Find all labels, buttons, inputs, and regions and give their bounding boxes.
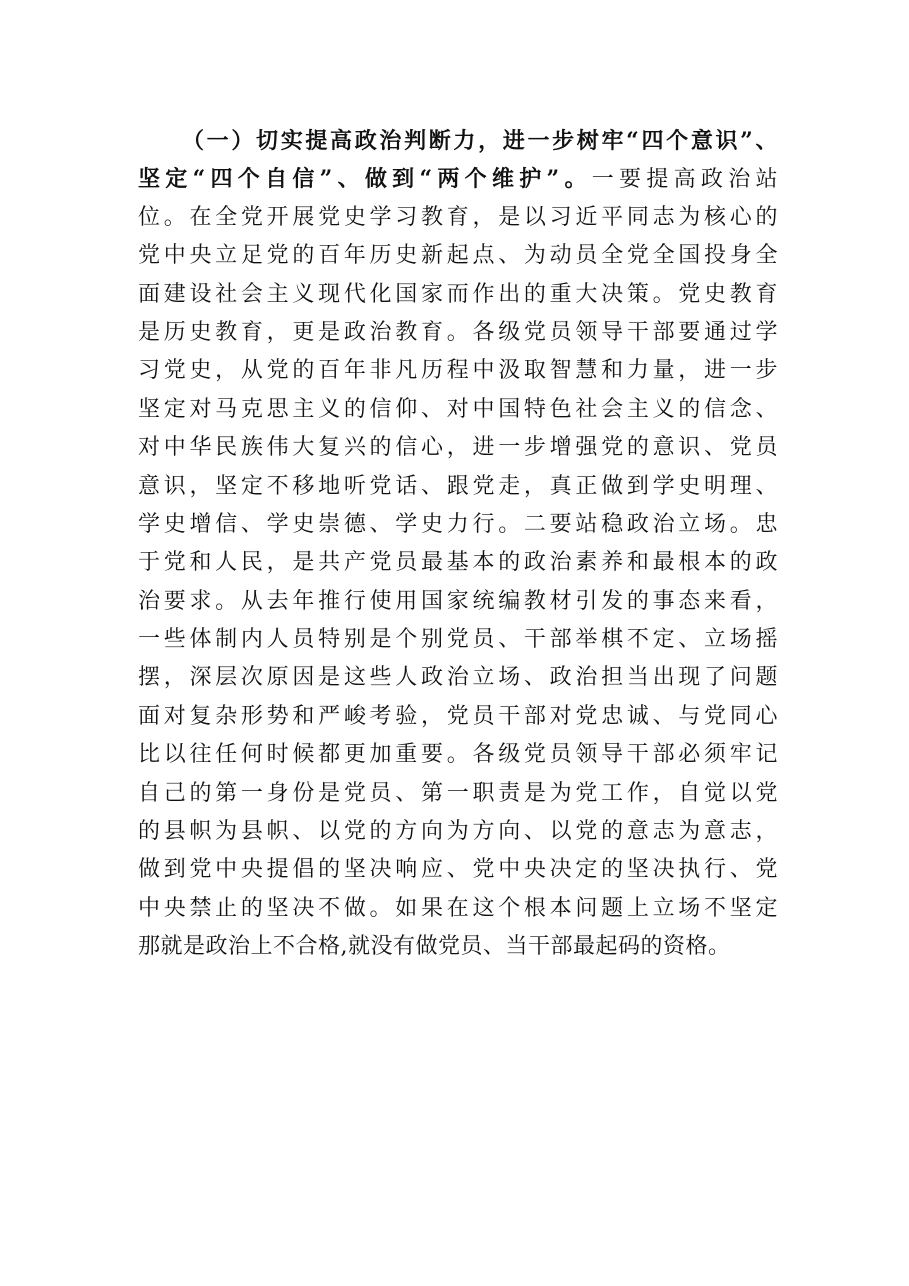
paragraph-line: 做到党中央提倡的坚决响应、党中央决定的坚决执行、党 — [138, 857, 778, 883]
paragraph-line: 坚定对马克思主义的信仰、对中国特色社会主义的信念、 — [138, 396, 778, 422]
paragraph-line: 习党史，从党的百年非凡历程中汲取智慧和力量，进一步 — [138, 358, 778, 384]
paragraph-line: 自己的第一身份是党员、第一职责是为党工作，自觉以党 — [138, 780, 778, 806]
paragraph-line: 中央禁止的坚决不做。如果在这个根本问题上立场不坚定 — [138, 895, 778, 921]
paragraph-line: 那就是政治上不合格,就没有做党员、当干部最起码的资格。 — [138, 934, 731, 960]
paragraph-line: 学史增信、学史崇德、学史力行。二要站稳政治立场。忠 — [138, 511, 778, 537]
heading-rest-text: 一要提高政治站 — [591, 167, 778, 193]
paragraph-line: 治要求。从去年推行使用国家统编教材引发的事态来看， — [138, 588, 778, 614]
paragraph-line: 面对复杂形势和严峻考验，党员干部对党忠诚、与党同心 — [138, 703, 778, 729]
paragraph-line: 对中华民族伟大复兴的信心，进一步增强党的意识、党员 — [138, 435, 778, 461]
paragraph-line: 的县帜为县帜、以党的方向为方向、以党的意志为意志， — [138, 819, 778, 845]
paragraph-line: 摆，深层次原因是这些人政治立场、政治担当出现了问题 — [138, 665, 778, 691]
heading-line-2 — [138, 160, 778, 198]
paragraph-line: 党中央立足党的百年历史新起点、为动员全党全国投身全 — [138, 243, 778, 269]
paragraph-line: 位。在全党开展党史学习教育，是以习近平同志为核心的 — [138, 204, 778, 230]
body-text — [138, 122, 778, 967]
heading-bold-text: 坚定“四个自信”、做到“两个维护”。 — [138, 166, 592, 193]
paragraph-line: 意识，坚定不移地听党话、跟党走，真正做到学史明理、 — [138, 473, 778, 499]
paragraph-line: 面建设社会主义现代化国家而作出的重大决策。党史教育 — [138, 281, 778, 307]
paragraph-line: 比以往任何时候都更加重要。各级党员领导干部必须牢记 — [138, 742, 778, 768]
paragraph-line: 一些体制内人员特别是个别党员、干部举棋不定、立场摇 — [138, 627, 778, 653]
heading-line-1: （一）切实提高政治判断力，进一步树牢“四个意识”、 — [182, 128, 778, 154]
paragraph-line: 于党和人民，是共产党员最基本的政治素养和最根本的政 — [138, 550, 778, 576]
paragraph-line: 是历史教育，更是政治教育。各级党员领导干部要通过学 — [138, 319, 778, 345]
